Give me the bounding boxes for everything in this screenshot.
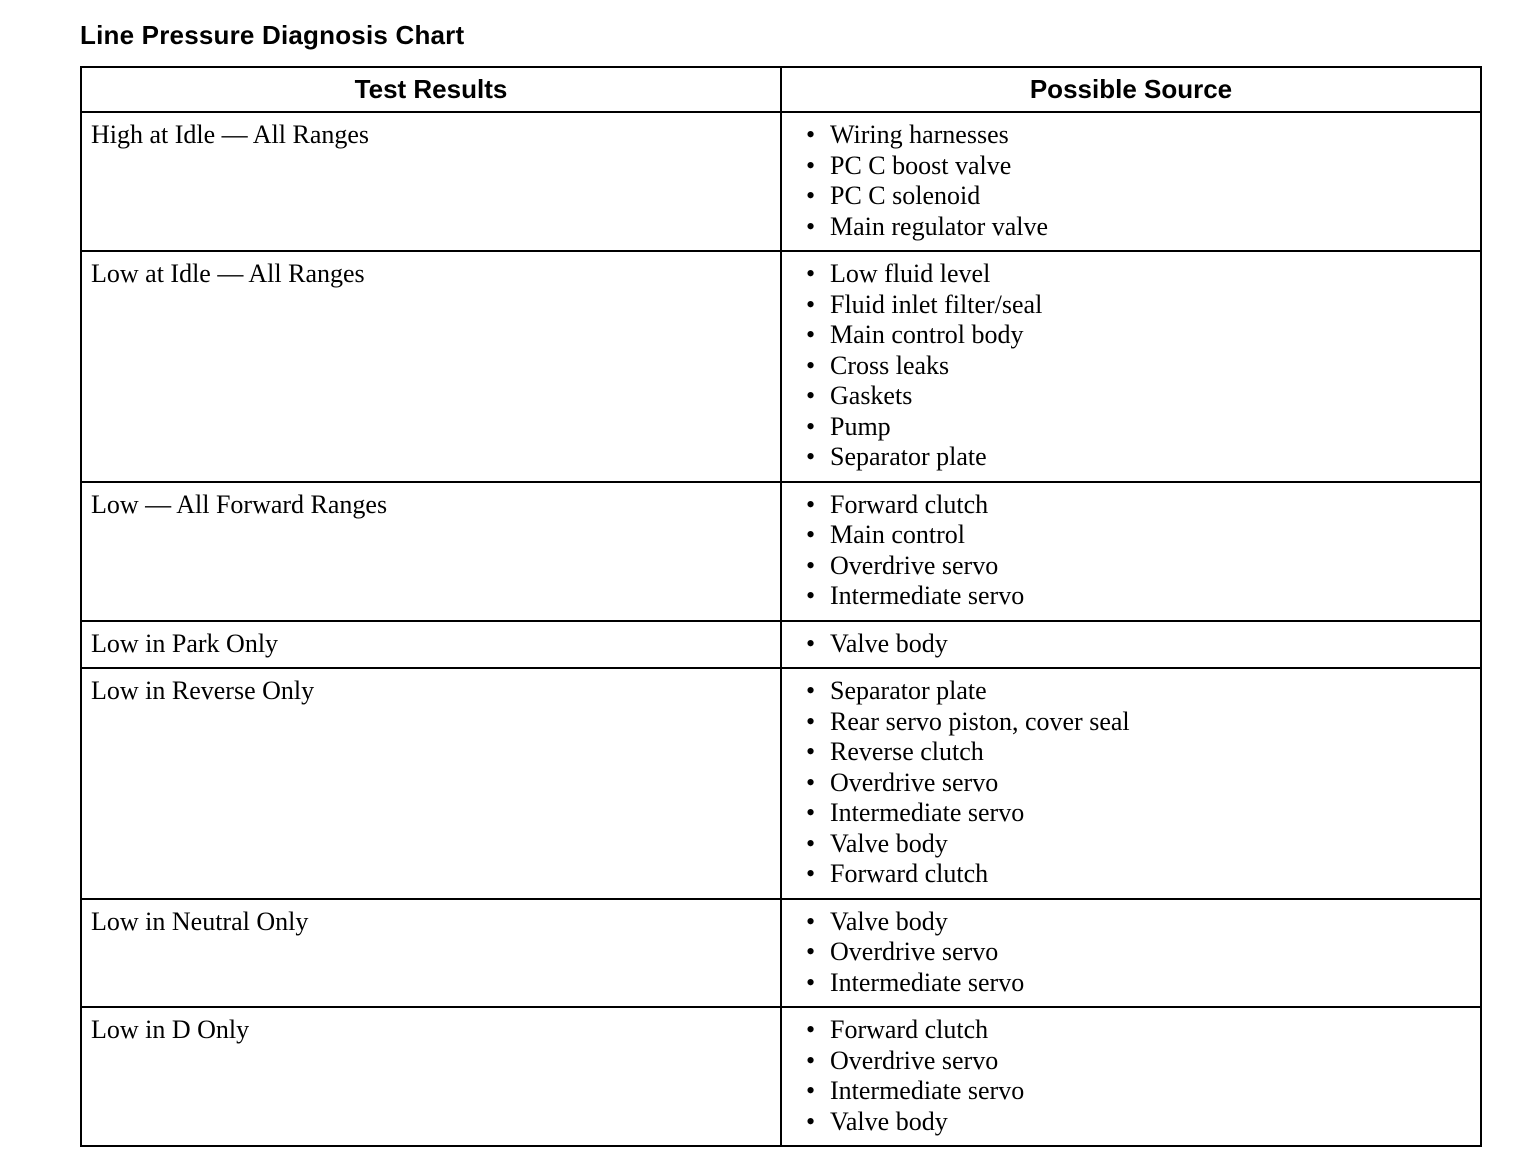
source-list-item: • Gaskets	[806, 381, 1472, 412]
source-list-item: • Intermediate servo	[806, 968, 1472, 999]
test-result-cell: Low in Reverse Only	[81, 668, 781, 899]
source-list-item: • Forward clutch	[806, 859, 1472, 890]
source-list-item: • Pump	[806, 412, 1472, 443]
source-list-item: • Main regulator valve	[806, 212, 1472, 243]
source-list-item: • Valve body	[806, 907, 1472, 938]
source-list-item: • Intermediate servo	[806, 1076, 1472, 1107]
possible-source-cell	[781, 621, 1481, 669]
source-list-item: • Fluid inlet filter/seal	[806, 290, 1472, 321]
table-row	[81, 482, 1481, 621]
table-row	[81, 668, 1481, 899]
possible-source-cell	[781, 112, 1481, 251]
source-list-item: • Low fluid level	[806, 259, 1472, 290]
test-result-cell: Low in D Only	[81, 1007, 781, 1146]
table-row	[81, 621, 1481, 669]
table-row	[81, 899, 1481, 1008]
source-list-item: • Overdrive servo	[806, 1046, 1472, 1077]
source-list-item: • Wiring harnesses	[806, 120, 1472, 151]
source-list-item: • Overdrive servo	[806, 768, 1472, 799]
possible-source-cell	[781, 1007, 1481, 1146]
test-result-cell: High at Idle — All Ranges	[81, 112, 781, 251]
test-result-cell: Low — All Forward Ranges	[81, 482, 781, 621]
source-list-item: • Forward clutch	[806, 1015, 1472, 1046]
table-row	[81, 1007, 1481, 1146]
source-list-item: • PC C boost valve	[806, 151, 1472, 182]
source-list-item: • Main control body	[806, 320, 1472, 351]
test-result-cell: Low in Park Only	[81, 621, 781, 669]
page-title: Line Pressure Diagnosis Chart	[80, 20, 465, 50]
source-list-item: • PC C solenoid	[806, 181, 1472, 212]
source-list-item: • Intermediate servo	[806, 581, 1472, 612]
column-header-possible-source: Possible Source	[781, 67, 1481, 112]
source-list-item: • Overdrive servo	[806, 937, 1472, 968]
source-list-item: • Separator plate	[806, 442, 1472, 473]
table-body	[81, 112, 1481, 1146]
source-list-item: • Main control	[806, 520, 1472, 551]
table-header-row	[81, 67, 1481, 112]
source-list-item: • Forward clutch	[806, 490, 1472, 521]
source-list	[791, 259, 1472, 473]
source-list	[791, 1015, 1472, 1137]
source-list	[791, 907, 1472, 999]
source-list	[791, 490, 1472, 612]
source-list-item: • Cross leaks	[806, 351, 1472, 382]
diagnosis-table	[80, 66, 1482, 1147]
source-list	[791, 629, 1472, 660]
source-list-item: • Reverse clutch	[806, 737, 1472, 768]
possible-source-cell	[781, 482, 1481, 621]
source-list-item: • Valve body	[806, 829, 1472, 860]
source-list	[791, 120, 1472, 242]
table-row	[81, 251, 1481, 482]
source-list-item: • Rear servo piston, cover seal	[806, 707, 1472, 738]
possible-source-cell	[781, 668, 1481, 899]
source-list-item: • Intermediate servo	[806, 798, 1472, 829]
possible-source-cell	[781, 899, 1481, 1008]
test-result-cell: Low at Idle — All Ranges	[81, 251, 781, 482]
possible-source-cell	[781, 251, 1481, 482]
source-list-item: • Valve body	[806, 1107, 1472, 1138]
table-row	[81, 112, 1481, 251]
source-list	[791, 676, 1472, 890]
source-list-item: • Valve body	[806, 629, 1472, 660]
source-list-item: • Overdrive servo	[806, 551, 1472, 582]
source-list-item: • Separator plate	[806, 676, 1472, 707]
column-header-test-results: Test Results	[81, 67, 781, 112]
test-result-cell: Low in Neutral Only	[81, 899, 781, 1008]
